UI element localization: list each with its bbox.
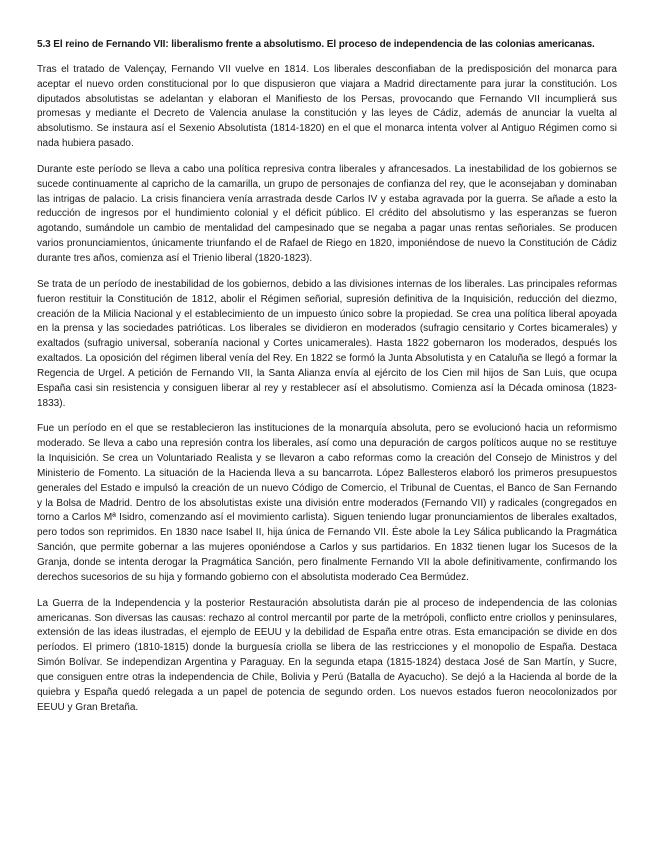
paragraph-represion-crisis: Durante este período se lleva a cabo una política represiva contra liberales y afrancesados. La inestabilidad de los gobiernos se sucede continuamente al capricho de la camarilla, un grupo de personajes de confianza del rey, que le aconsejaban y dominaban las intrigas de palacio. La crisis financiera venía arrastrada desde Carlos IV y estaba agravada por la guerra. Se añade a esto la reducción de ingresos por el hundimiento colonial y el déficit público. El crédito del absolutismo y las esperanzas se fueron agotando, sumándole un cambio de mentalidad del campesinado que se negaba a pagar unas rentas señoriales. Se producen varios pronunciamientos, únicamente triunfando el de Rafael de Riego en 1820, imponiéndose de nuevo la Constitución de Cádiz durante tres años, comienza así el Trienio liberal (1820-1823). xyxy=(37,163,617,264)
paragraph-trienio-liberal: Se trata de un período de inestabilidad de los gobiernos, debido a las divisiones internas de los liberales. Las principales reformas fueron restituir la Constitución de 1812, abolir el Régimen señorial, supresión definitiva de la Inquisición, reducción del diezmo, creación de la Milicia Nacional y el establecimiento de un impuesto único sobre la propiedad. Se crea una política liberal apoyada en la prensa y las sociedades patrióticas. Los liberales se dividieron en moderados (sufragio censitario y Cortes bicamerales) y exaltados (sufragio universal, soberanía nacional y Cortes unicamerales). Hasta 1822 gobernaron los moderados, después los exaltados. La oposición del régimen liberal venía del Rey. En 1822 se formó la Junta Absolutista y en Cataluña se llegó a formar la Regencia de Urgel. A petición de Fernando VII, la Santa Alianza envía al ejército de los Cien mil hijos de San Luis, que ocupa España casi sin resistencia y consiguen liberar al rey y restablecer así el absolutismo. Comienza así la Década ominosa (1823-1833). xyxy=(37,278,617,409)
document-page xyxy=(37,38,617,726)
paragraph-decada-ominosa: Fue un período en el que se restablecieron las instituciones de la monarquía absoluta, pero se evolucionó hacia un reformismo moderado. Se lleva a cabo una represión contra los liberales, así como una depuración de cargos políticos auque no se restituye la Inquisición. Se crea un Voluntariado Realista y se llevaron a cabo reformas como la creación del Consejo de Ministros y del Ministerio de Fomento. La situación de la Hacienda lleva a su bancarrota. López Ballesteros elaboró los primeros presupuestos generales del Estado e impulsó la creación de un nuevo Código de Comercio, el Tribunal de Cuentas, el Banco de San Fernando y la Bolsa de Madrid. Dentro de los absolutistas existe una división entre moderados (Fernando VII) y radicales (congregados en torno a Carlos Mª Isidro, comenzando así el movimiento carlista). Siguen teniendo lugar pronunciamientos de liberales exaltados, pero todos son reprimidos. En 1830 nace Isabel II, hija única de Fernando VII. Éste abole la Ley Sálica publicando la Pragmática Sanción, que permite gobernar a las mujeres oponiéndose a Carlos y sus partidarios. En 1832 tienen lugar los Sucesos de la Granja, donde se intenta derogar la Pragmática Sanción, pero finalmente Fernando VII la abole definitivamente, confirmando los derechos sucesorios de su hija y formando gobierno con el absolutista moderado Cea Bermúdez. xyxy=(37,423,617,583)
document-title: 5.3 El reino de Fernando VII: liberalismo frente a absolutismo. El proceso de independencia de las colonias americanas. xyxy=(37,39,595,50)
paragraph-independencia-colonias: La Guerra de la Independencia y la posterior Restauración absolutista darán pie al proceso de independencia de las colonias americanas. Son diversas las causas: rechazo al control mercantil por parte de la metrópoli, conflicto entre criollos y peninsulares, extensión de las ideas ilustradas, el ejemplo de EEUU y la debilidad de España entre otras. Esta emancipación se divide en dos períodos. El primero (1810-1815) donde la burguesía criolla se libera de las restricciones y el monopolio de España. Destaca Simón Bolívar. Se independizan Argentina y Paraguay. En la segunda etapa (1815-1824) destaca José de San Martín, y Sucre, que consiguen entre otras la independencia de Chile, Bolivia y Perú (Batalla de Ayacucho). Se dejó a la Hacienda al borde de la quiebra y España quedó relegada a un papel de potencia de segundo orden. Los nuevos estados fueron neocolonizados por EEUU y Gran Bretaña. xyxy=(37,597,617,713)
paragraph-sexenio-absolutista: Tras el tratado de Valençay, Fernando VII vuelve en 1814. Los liberales desconfiaban de la predisposición del monarca para aceptar el nuevo orden constitucional por lo que dispusieron que viajara a Madrid directamente para jurar la constitución. Los diputados absolutistas se adelantan y elaboran el Manifiesto de los Persas, provocando que Fernando VII incumplierá sus promesas y mediante el Decreto de Valencia anulase la constitución y las leyes de Cádiz, además de anunciar la vuelta al absolutismo. Se instaura así el Sexenio Absolutista (1814-1820) en el que el monarca intenta volver al Antiguo Régimen como si nada hubiera pasado. xyxy=(37,63,617,150)
